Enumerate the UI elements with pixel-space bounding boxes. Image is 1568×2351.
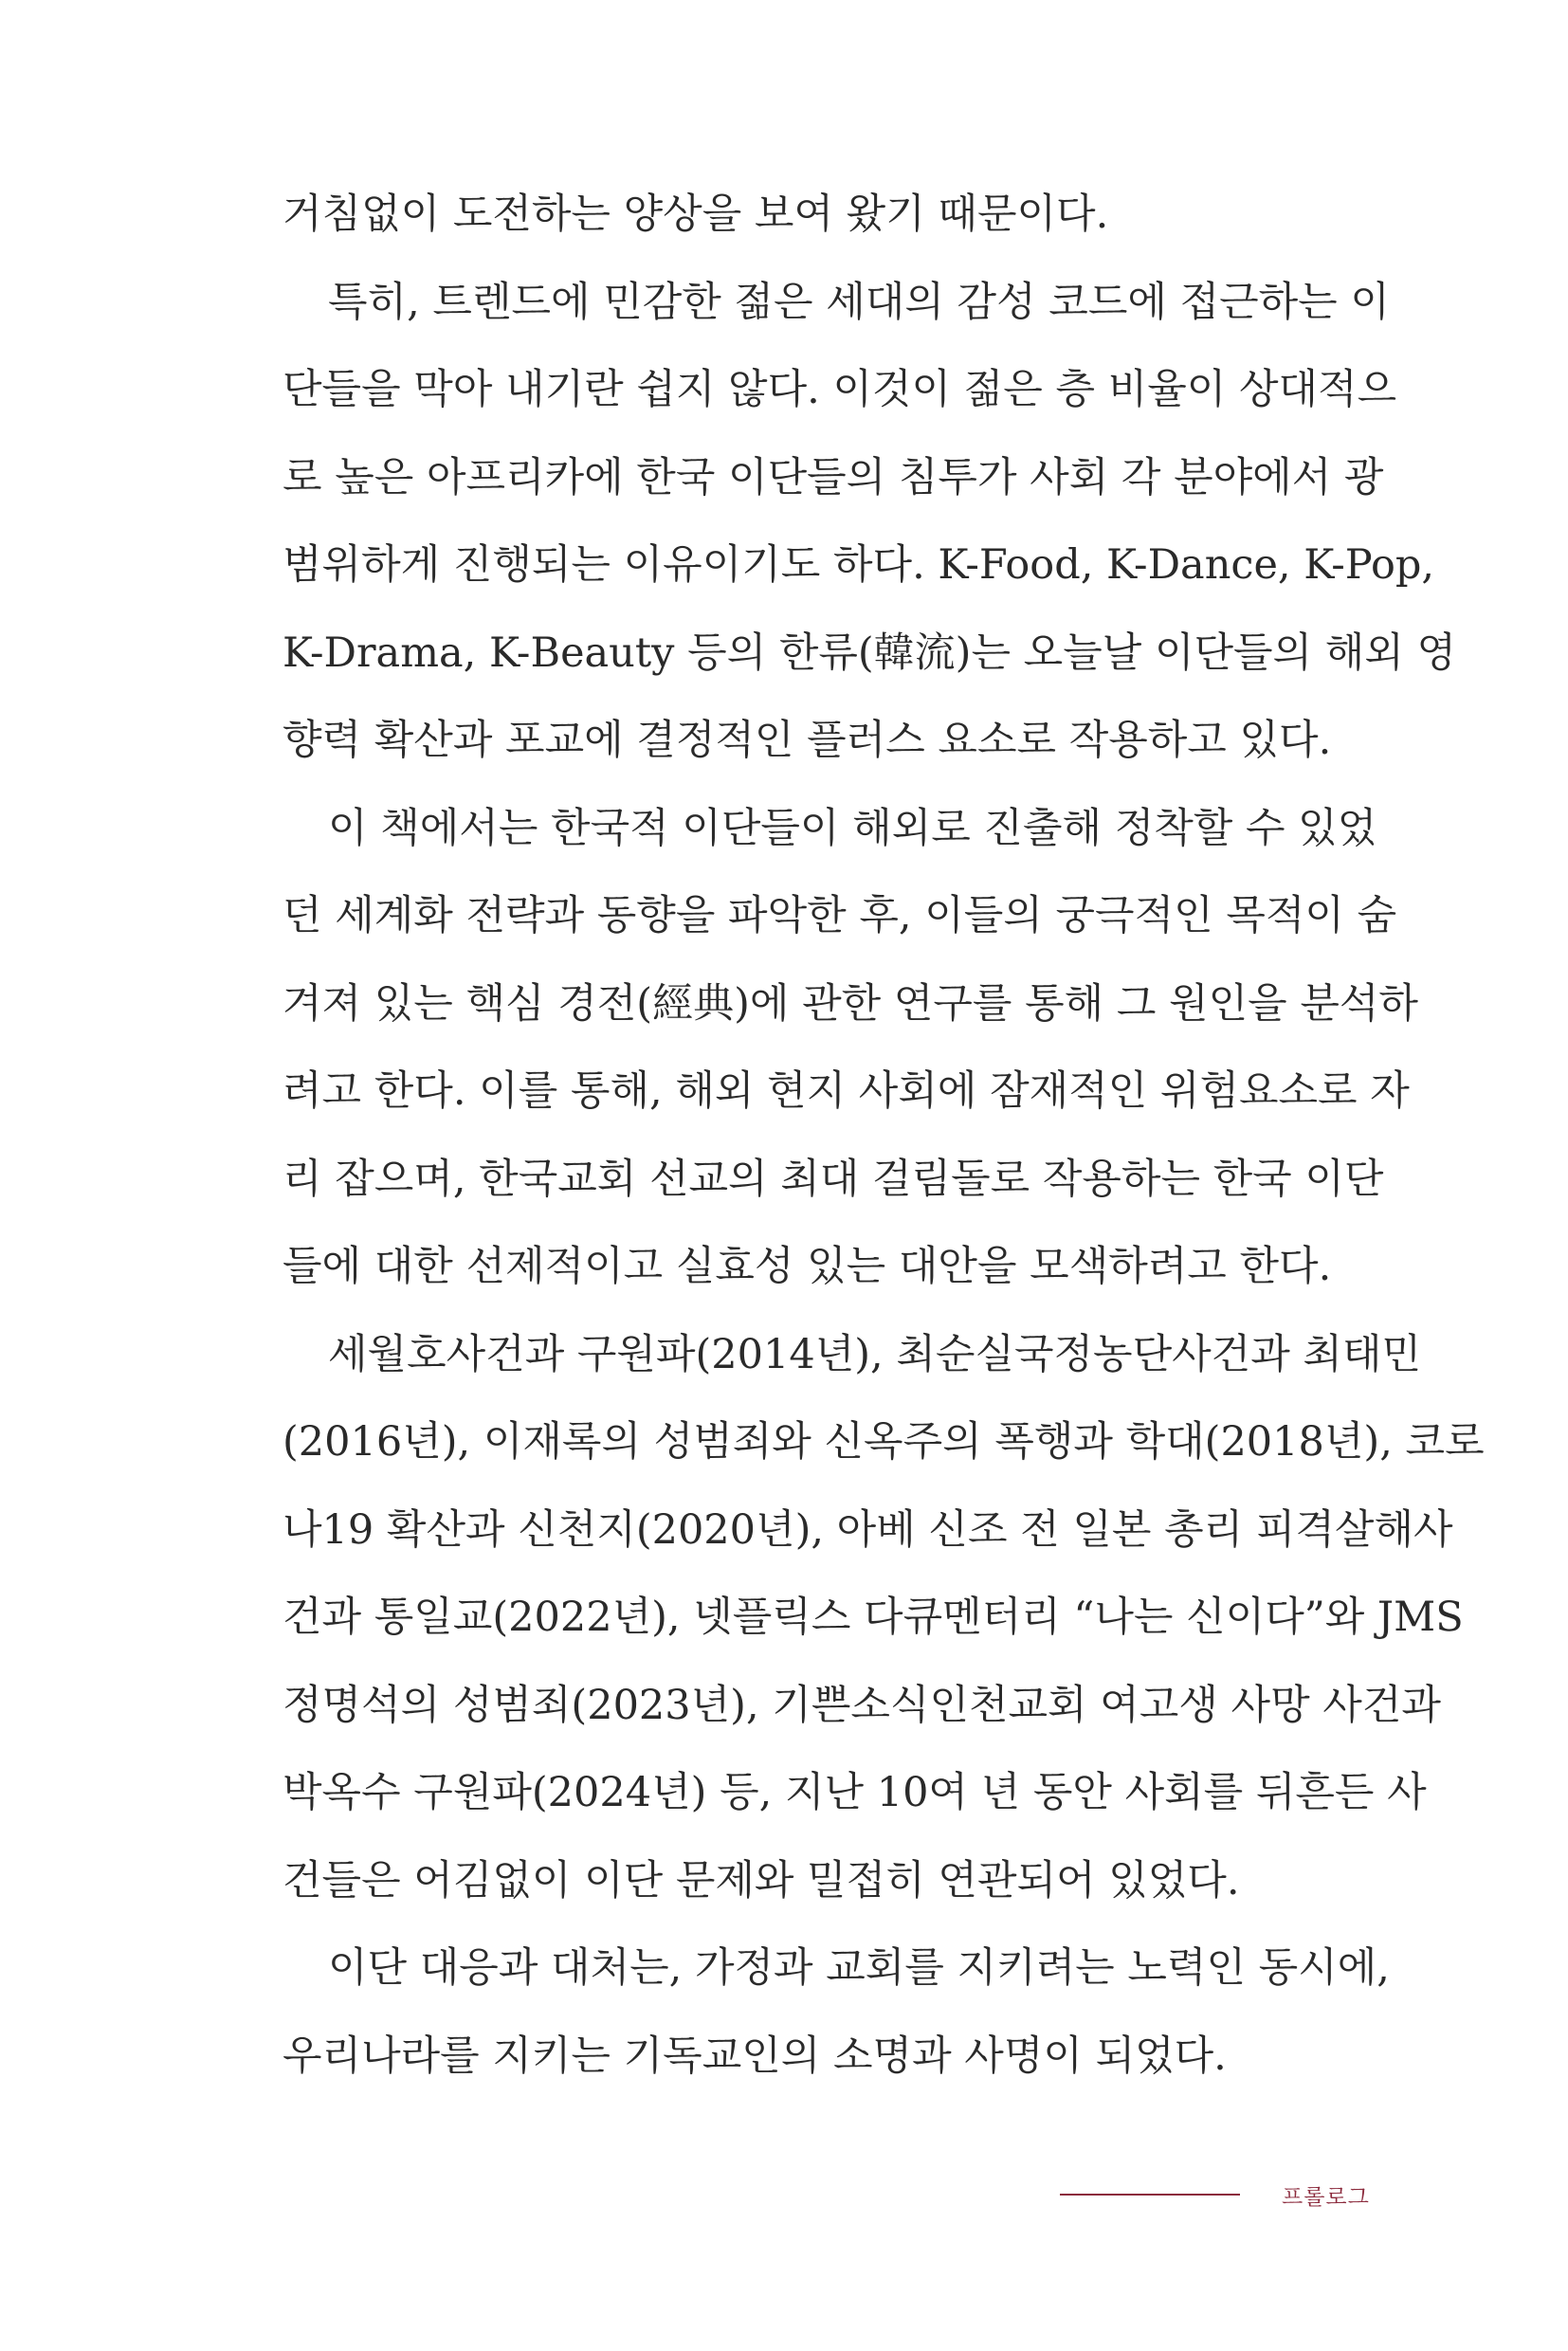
- text-line: 나19 확산과 신천지(2020년), 아베 신조 전 일본 총리 피격살해사: [283, 1505, 1453, 1554]
- paragraph: [283, 785, 1418, 1311]
- text-line: 특히, 트렌드에 민감한 젊은 세대의 감성 코드에 접근하는 이: [328, 278, 1390, 326]
- text-line: 로 높은 아프리카에 한국 이단들의 침투가 사회 각 분야에서 광: [283, 453, 1384, 501]
- paragraph: [283, 259, 1457, 785]
- text-line: 건들은 어김없이 이단 문제와 밀접히 연관되어 있었다.: [283, 1856, 1240, 1904]
- text-line: 들에 대한 선제적이고 실효성 있는 대안을 모색하려고 한다.: [283, 1243, 1332, 1290]
- text-line: 이 책에서는 한국적 이단들이 해외로 진출해 정착할 수 있었: [328, 804, 1377, 852]
- paragraph: [283, 1311, 1485, 1925]
- text-line: 박옥수 구원파(2024년) 등, 지난 10여 년 동안 사회를 뒤흔든 사: [283, 1769, 1427, 1816]
- body-text: [283, 171, 1485, 2100]
- text-line: 단들을 막아 내기란 쉽지 않다. 이것이 젊은 층 비율이 상대적으: [283, 366, 1397, 413]
- page-footer: [1060, 2176, 1370, 2214]
- text-line: 려고 한다. 이를 통해, 해외 현지 사회에 잠재적인 위험요소로 자: [283, 1067, 1410, 1115]
- paragraph: [283, 1924, 1390, 2100]
- text-line: 던 세계화 전략과 동향을 파악한 후, 이들의 궁극적인 목적이 숨: [283, 892, 1397, 939]
- text-line: 범위하게 진행되는 이유이기도 하다. K-Food, K-Dance, K-Pop,: [283, 541, 1435, 589]
- section-label: 프롤로그: [1282, 2184, 1370, 2210]
- paragraph: [283, 171, 1325, 259]
- text-line: 세월호사건과 구원파(2014년), 최순실국정농단사건과 최태민: [328, 1330, 1422, 1378]
- text-line: 이단 대응과 대처는, 가정과 교회를 지키려는 노력인 동시에,: [328, 1944, 1390, 1992]
- text-line: 건과 통일교(2022년), 넷플릭스 다큐멘터리 “나는 신이다”와 JMS: [283, 1594, 1464, 1641]
- text-line: 정명석의 성범죄(2023년), 기쁜소식인천교회 여고생 사망 사건과: [283, 1681, 1441, 1729]
- text-line: K-Drama, K-Beauty 등의 한류(韓流)는 오늘날 이단들의 해외 영: [283, 629, 1457, 677]
- text-line: 향력 확산과 포교에 결정적인 플러스 요소로 작용하고 있다.: [283, 717, 1332, 764]
- text-line: 거침없이 도전하는 양상을 보여 왔기 때문이다.: [283, 191, 1109, 238]
- text-line: 리 잡으며, 한국교회 선교의 최대 걸림돌로 작용하는 한국 이단: [283, 1155, 1384, 1203]
- text-line: (2016년), 이재록의 성범죄와 신옥주의 폭행과 학대(2018년), 코로: [283, 1418, 1485, 1466]
- text-line: 겨져 있는 핵심 경전(經典)에 관한 연구를 통해 그 원인을 분석하: [283, 979, 1418, 1028]
- text-line: 우리나라를 지키는 기독교인의 소명과 사명이 되었다.: [283, 2032, 1227, 2080]
- footer-divider: [1060, 2194, 1240, 2196]
